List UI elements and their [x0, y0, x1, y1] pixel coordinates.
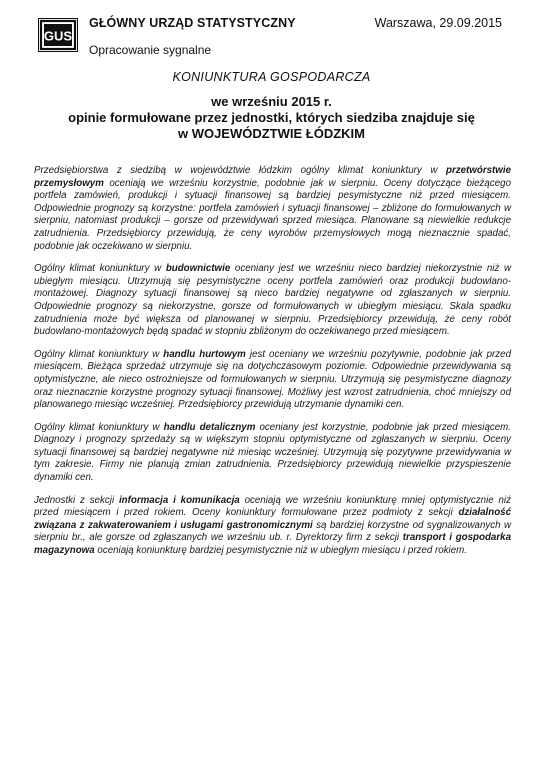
gus-logo: [38, 18, 78, 52]
paragraph-text: oceniają koniunkturę bardziej pesymistycznie niż w ubiegłym miesiącu i przed rokiem.: [94, 545, 467, 557]
paragraph-text: Jednostki z sekcji: [34, 494, 119, 506]
sector-manufacturing: przetwórstwie przemysłowym: [34, 165, 511, 189]
sector-wholesale: handlu hurtowym: [163, 348, 246, 360]
organization-name: GŁÓWNY URZĄD STATYSTYCZNY: [89, 16, 296, 30]
paragraph-text: są bardziej korzystne od sygnalizowanych w sierpniu br., ale gorsze od zgłaszanych we wrześniu ub. r. Dyrektorzy firm z sekcji: [34, 519, 511, 544]
report-region: w WOJEWÓDZTWIE ŁÓDZKIM: [177, 126, 366, 141]
paragraph-text: jest oceniany we wrześniu pozytywnie, podobnie jak przed miesiącem. Bieżąca sprzedaż utrzymuje się na dotychczasowym poziomie. Odpowiednie przewidywania są optymistyczne, ale nieco ostrożniejsze od formułowanych w sierpniu. Utrzymują się pesymistyczne diagnozy oraz nieznacznie korzystne prognozy sytuacji finansowej. Możliwy jest wzrost zatrudnienia, choć mniejszy od planowanego miesiąc wcześniej. Przedsiębiorcy przewidują utrzymanie dynamiki cen.: [34, 348, 511, 411]
place-date: Warszawa, 29.09.2015: [374, 16, 502, 30]
paragraph-text: Ogólny klimat koniunktury w: [34, 263, 166, 275]
gus-logo-icon: [38, 18, 78, 52]
paragraph-text: Ogólny klimat koniunktury w: [34, 421, 164, 433]
sector-accommodation-food: działalność związana z zakwaterowaniem i usługami gastronomicznymi: [34, 507, 511, 531]
paragraph-text: oceniany jest we wrześniu nieco bardziej niekorzystnie niż w ubiegłym miesiącu. Utrzymują się pesymistyczne oceny portfela zamówień oraz produkcji budowlano-montażowej. Diagnozy sytuacji finansowej są nieco bardziej negatywne od zgłaszanych w sierpniu. Odpowiednie prognozy są niekorzystne, gorsze od formułowanych w ubiegłym miesiącu. Skala spadku zatrudnienia może być większa od planowanej w sierpniu. Przedsiębiorcy przewidują, że ceny robót budowlano-montażowych będą spadać w stopniu zbliżonym do oczekiwanego przed miesiącem.: [34, 263, 512, 338]
paragraph-construction: [34, 263, 511, 339]
sector-retail: handlu detalicznym: [163, 421, 256, 433]
report-title: KONIUNKTURA GOSPODARCZA: [172, 70, 371, 84]
sector-construction: budownictwie: [165, 263, 231, 275]
document-subtitle: Opracowanie sygnalne: [89, 43, 212, 57]
paragraph-retail: [34, 422, 511, 485]
paragraph-text: oceniany jest korzystnie, podobnie jak przed miesiącem. Diagnozy i prognozy sprzedaży są w większym stopniu optymistyczne od zgłaszanych w sierpniu. Oceny sytuacji finansowej są bardziej negatywne niż miesiąc wcześniej. Utrzymują się pozytywne przewidywania w tym zakresie. Firmy nie planują zmian zatrudnienia. Przedsiębiorcy przewidują niewielkie przyspieszenie dynamiki cen.: [34, 421, 511, 484]
report-scope: opinie formułowane przez jednostki, których siedziba znajduje się: [68, 110, 475, 125]
gus-logo-text: GUS: [43, 28, 73, 44]
paragraph-text: Ogólny klimat koniunktury w: [34, 348, 164, 360]
report-body: [34, 165, 511, 568]
paragraph-text: oceniają we wrześniu koniunkturę mniej optymistycznie niż przed miesiącem i przed rokiem. Oceny koniunktury formułowane przez podmioty z sekcji: [34, 494, 511, 519]
sector-information-communication: informacja i komunikacja: [118, 494, 240, 506]
sector-transport-storage: transport i gospodarka magazynowa: [34, 532, 511, 557]
paragraph-text: Przedsiębiorstwa z siedzibą w województwie łódzkim ogólny klimat koniunktury w: [34, 165, 446, 176]
paragraph-manufacturing: [34, 165, 511, 253]
paragraph-wholesale: [34, 349, 511, 412]
paragraph-services: [34, 495, 511, 558]
report-period: we wrześniu 2015 r.: [211, 94, 332, 109]
paragraph-text: oceniają we wrześniu korzystnie, podobnie jak w sierpniu. Oceny dotyczące bieżącego portfela zamówień, produkcji i sytuacji finansowej są bardziej pesymistyczne niż przed miesiącem. Odpowiednie prognozy są korzystne: portfela zamówień i sytuacji finansowej – zbliżone do formułowanych w sierpniu, natomiast produkcji – gorsze od przewidywań sprzed miesiąca. Planowane są niewielkie redukcje zatrudnienia. Przedsiębiorcy przewidują, że ceny wyrobów przemysłowych mogą nieznacznie spadać, podobnie jak oczekiwano w sierpniu.: [34, 177, 511, 252]
